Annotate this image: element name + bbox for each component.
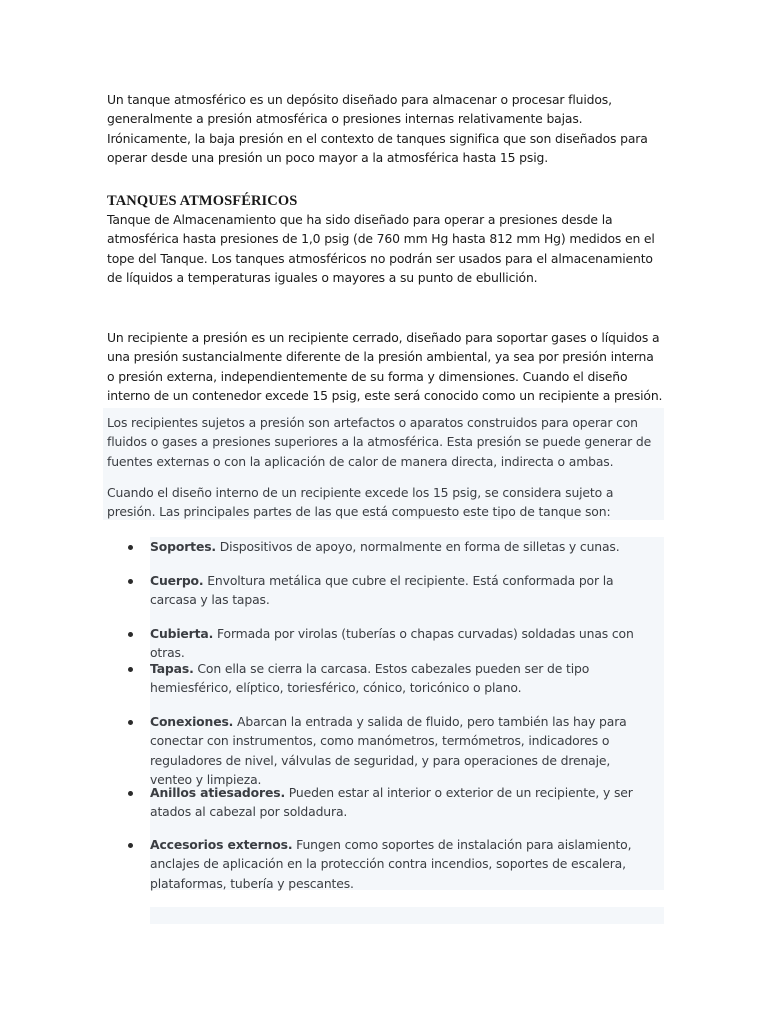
list-item-text: Pueden estar al interior o exterior de un recipiente, y ser atados al cabezal por soldadura.: [150, 785, 633, 820]
list-item-soportes: [150, 537, 655, 556]
intro-paragraph: Un tanque atmosférico es un depósito diseñado para almacenar o procesar fluidos, generalmente a presión atmosférica o presiones internas relativamente bajas. Irónicamente, la baja presión en el contexto de tanques significa que son diseñados para operar desde una presión un poco mayor a la atmosférica hasta 15 psig.: [107, 92, 648, 166]
bullet-icon: [128, 667, 133, 672]
list-item-term: Accesorios externos.: [150, 837, 293, 852]
section-heading: TANQUES ATMOSFÉRICOS: [107, 193, 298, 209]
bullet-icon: [128, 720, 133, 725]
list-item-text: Envoltura metálica que cubre el recipiente. Está conformada por la carcasa y las tapas.: [150, 573, 614, 608]
list-item-term: Cuerpo.: [150, 573, 204, 588]
list-item-text: Formada por virolas (tuberías o chapas curvadas) soldadas unas con otras.: [150, 626, 634, 661]
list-item-term: Conexiones.: [150, 714, 234, 729]
list-item-cubierta: [150, 624, 655, 663]
list-item-term: Anillos atiesadores.: [150, 785, 286, 800]
bullet-icon: [128, 579, 133, 584]
pressure-vessel-paragraph: Un recipiente a presión es un recipiente cerrado, diseñado para soportar gases o líquidos a una presión sustancialmente diferente de la presión ambiental, ya sea por presión interna o presión externa, independientemente de su forma y dimensiones. Cuando el diseño interno de un contenedor excede 15 psig, este será conocido como un recipiente a presión.: [107, 330, 663, 404]
parts-intro-paragraph: Cuando el diseño interno de un recipiente excede los 15 psig, se considera sujeto a presión. Las principales partes de las que está compuesto este tipo de tanque son:: [107, 485, 614, 520]
list-item-text: Dispositivos de apoyo, normalmente en forma de silletas y cunas.: [216, 539, 620, 554]
list-item-conexiones: [150, 712, 655, 790]
pressure-vessels-definition: Los recipientes sujetos a presión son artefactos o aparatos construidos para operar con fluidos o gases a presiones superiores a la atmosférica. Esta presión se puede generar de fuentes externas o con la aplicación de calor de manera directa, indirecta o ambas.: [107, 415, 652, 469]
list-item-cuerpo: [150, 571, 655, 610]
bullet-icon: [128, 545, 133, 550]
bullet-icon: [128, 632, 133, 637]
list-item-term: Soportes.: [150, 539, 216, 554]
list-item-text: Con ella se cierra la carcasa. Estos cabezales pueden ser de tipo hemiesférico, elíptico, toriesférico, cónico, toricónico o plano.: [150, 661, 590, 696]
list-item-term: Cubierta.: [150, 626, 214, 641]
list-item-accesorios: [150, 835, 655, 893]
list-item-text: Fungen como soportes de instalación para aislamiento, anclajes de aplicación en la protección contra incendios, soportes de escalera, plataformas, tubería y pescantes.: [150, 837, 632, 891]
atmospheric-tank-definition: Tanque de Almacenamiento que ha sido diseñado para operar a presiones desde la atmosférica hasta presiones de 1,0 psig (de 760 mm Hg hasta 812 mm Hg) medidos en el tope del Tanque. Los tanques atmosféricos no podrán ser usados para el almacenamiento de líquidos a temperaturas iguales o mayores a su punto de ebullición.: [107, 212, 655, 286]
list-item-anillos: [150, 783, 655, 822]
bullet-icon: [128, 843, 133, 848]
list-item-text: Abarcan la entrada y salida de fluido, pero también las hay para conectar con instrumentos, como manómetros, termómetros, indicadores o reguladores de nivel, válvulas de seguridad, y para operaciones de drenaje, venteo y limpieza.: [150, 714, 627, 788]
list-item-tapas: [150, 659, 655, 698]
bullet-icon: [128, 791, 133, 796]
shaded-block-bottom: [150, 907, 664, 924]
list-item-term: Tapas.: [150, 661, 194, 676]
